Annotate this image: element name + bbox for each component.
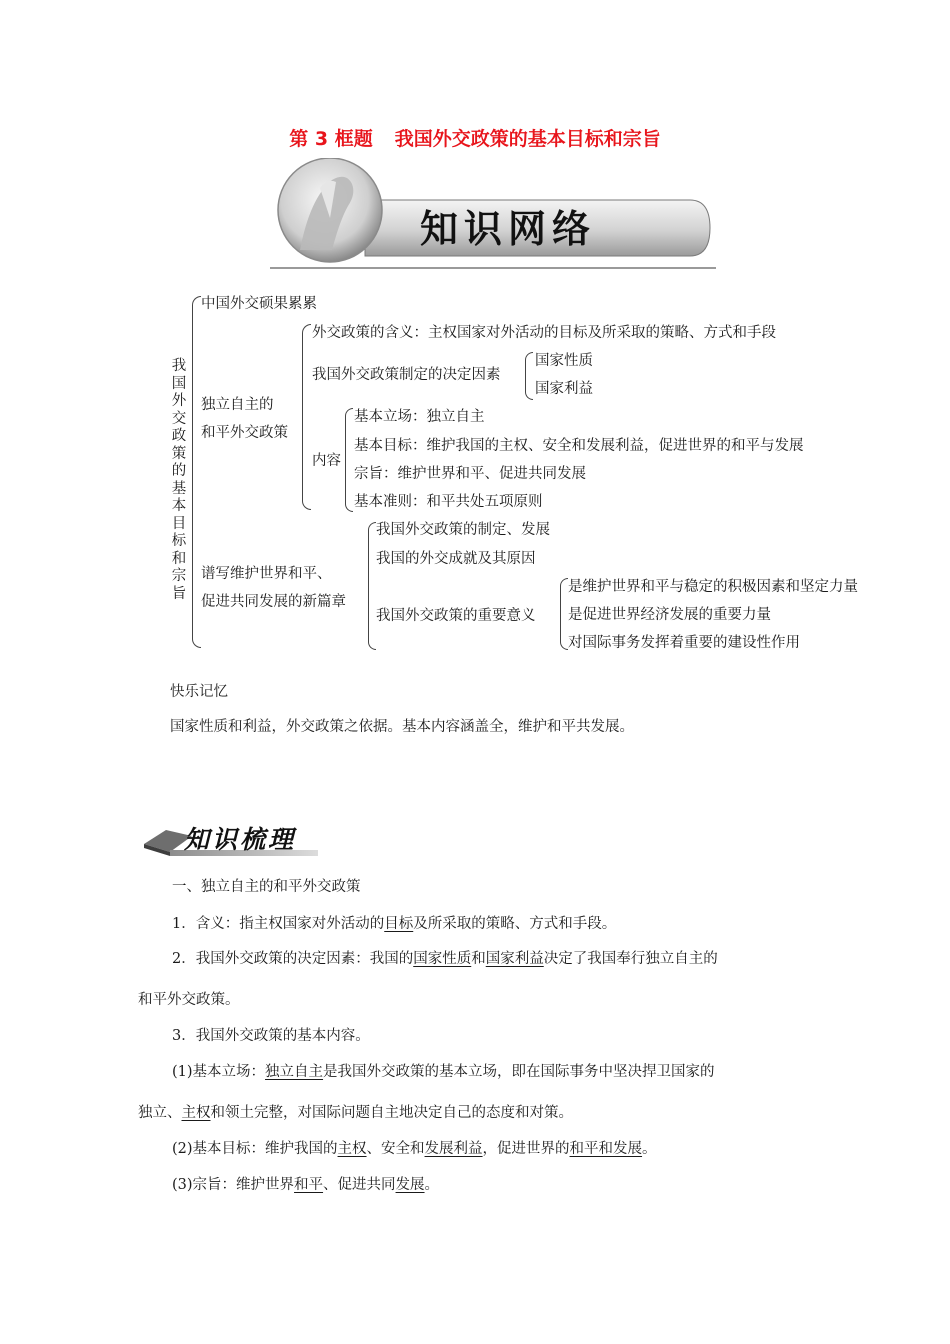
tree-sig2: 是促进世界经济发展的重要力量 [568,607,771,623]
knowledge-network-banner [270,158,716,272]
tree-factor1: 国家性质 [535,353,593,369]
text-span: 决定了我国奉行独立自主的 [543,951,718,967]
bracket-significance [560,578,568,650]
tree-content-label: 内容 [312,453,341,469]
knowledge-review-banner [140,818,320,858]
text-span: (1)基本立场： [172,1064,266,1080]
para-factors [172,947,718,968]
underlined-term: 和平和发展 [569,1141,643,1157]
text-span: (3)宗旨：维护世界 [172,1177,295,1193]
tree-content1: 基本立场：独立自主 [354,409,485,425]
text-span: 、安全和 [366,1141,425,1157]
tree-b3-line2: 促进共同发展的新篇章 [201,594,346,610]
para-factors-cont: 和平外交政策。 [138,992,240,1008]
title-lesson: 第 3 框题 [289,128,373,150]
title-topic: 我国外交政策的基本目标和宗旨 [394,128,661,150]
text-span: 2．我国外交政策的决定因素：我国的 [172,951,414,967]
para-content: 3．我国外交政策的基本内容。 [172,1028,370,1044]
para-stance [172,1060,715,1081]
memory-heading: 快乐记忆 [170,684,228,700]
tree-b2-meaning: 外交政策的含义：主权国家对外活动的目标及所采取的策略、方式和手段 [312,325,776,341]
underlined-term: 国家性质 [413,951,472,967]
para-stance-cont [138,1101,573,1122]
text-span: 、促进共同 [323,1177,396,1193]
text-span: 。 [642,1141,657,1157]
underlined-term: 发展 [395,1177,425,1193]
para-purpose [172,1173,439,1194]
tree-b2-factors: 我国外交政策制定的决定因素 [312,367,501,383]
memory-text: 国家性质和利益，外交政策之依据。基本内容涵盖全，维护和平共发展。 [170,719,634,735]
tree-sig1: 是维护世界和平与稳定的积极因素和坚定力量 [568,579,858,595]
review-banner-label: 知识梳理 [184,825,297,854]
text-span: 和 [471,951,486,967]
tree-content2: 基本目标：维护我国的主权、安全和发展利益，促进世界的和平与发展 [354,438,804,454]
tree-b2-line1: 独立自主的 [201,397,274,413]
text-span: 及所采取的策略、方式和手段。 [413,916,617,932]
text-span: 是我国外交政策的基本立场，即在国际事务中坚决捍卫国家的 [323,1064,715,1080]
tree-b2-line2: 和平外交政策 [201,425,288,441]
bracket-b3 [368,522,376,650]
para-meaning [172,912,616,933]
underlined-term: 目标 [384,916,414,932]
tree-b3-3: 我国外交政策的重要意义 [376,608,536,624]
section2-heading: 一、独立自主的和平外交政策 [172,879,361,895]
underlined-term: 主权 [181,1105,211,1121]
tree-b3-line1: 谱写维护世界和平、 [201,566,332,582]
tree-content4: 基本准则：和平共处五项原则 [354,494,543,510]
underlined-term: 和平 [294,1177,324,1193]
text-span: 。 [424,1177,440,1193]
text-span: (2)基本目标：维护我国的 [172,1141,338,1157]
underlined-term: 主权 [337,1141,367,1157]
bracket-content [345,408,353,512]
text-span: 独立、 [138,1105,182,1121]
page-title [0,124,950,151]
bracket-b2 [302,324,311,510]
text-span: ，促进世界的 [482,1141,570,1157]
tree-factor2: 国家利益 [535,381,593,397]
tree-b1: 中国外交硕果累累 [201,296,317,312]
bracket-factors [525,352,533,400]
text-span: 1．含义：指主权国家对外活动的 [172,916,385,932]
tree-b3-1: 我国外交政策的制定、发展 [376,522,550,538]
tree-b3-2: 我国的外交成就及其原因 [376,551,536,567]
bracket-root [192,296,201,648]
tree-root: 我国外交政策的基本目标和宗旨 [171,358,187,602]
text-span: 和领土完整，对国际问题自主地决定自己的态度和对策。 [210,1105,573,1121]
banner-label: 知识网络 [420,207,597,251]
underlined-term: 独立自主 [265,1064,324,1080]
tree-sig3: 对国际事务发挥着重要的建设性作用 [568,635,800,651]
tree-content3: 宗旨：维护世界和平、促进共同发展 [354,466,586,482]
underlined-term: 国家利益 [485,951,544,967]
para-goal [172,1137,657,1158]
underlined-term: 发展利益 [424,1141,483,1157]
